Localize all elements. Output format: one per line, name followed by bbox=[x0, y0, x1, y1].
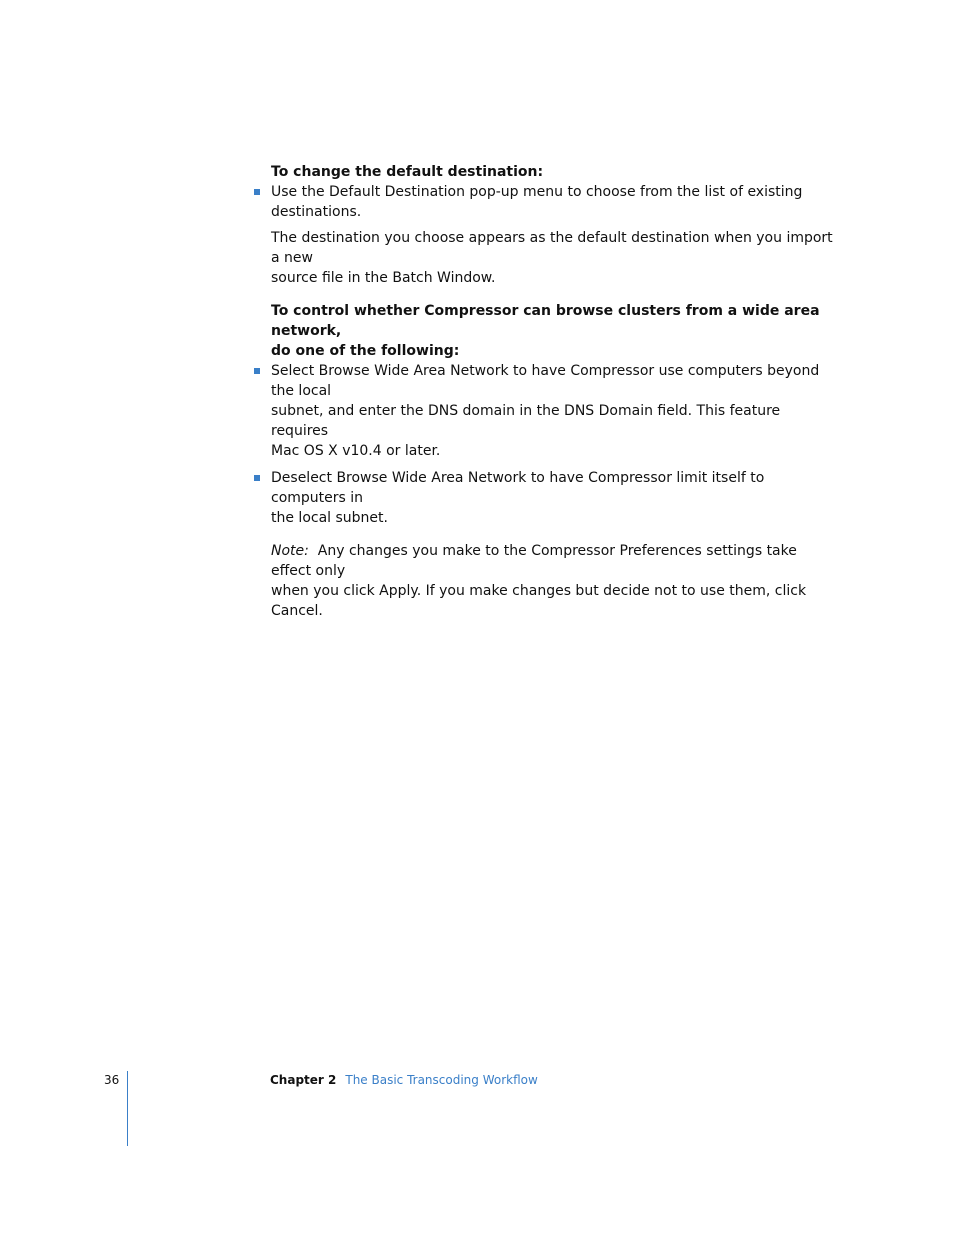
bullet-square-icon bbox=[254, 189, 260, 195]
paragraph bbox=[271, 228, 836, 288]
footer-divider bbox=[127, 1071, 128, 1146]
bullet-text-line: subnet, and enter the DNS domain in the DNS Domain field. This feature requires bbox=[271, 403, 781, 439]
bullet-text: Use the Default Destination pop-up menu to choose from the list of existing destinations. bbox=[271, 184, 803, 220]
heading-line: do one of the following: bbox=[271, 343, 460, 359]
bullet-text-line: the local subnet. bbox=[271, 510, 388, 526]
heading-line: To control whether Compressor can browse clusters from a wide area network, bbox=[271, 303, 820, 339]
footer-chapter bbox=[270, 1072, 538, 1088]
chapter-label: Chapter 2 bbox=[270, 1073, 337, 1087]
list-item bbox=[271, 361, 836, 461]
list-item bbox=[271, 468, 836, 528]
paragraph-line: The destination you choose appears as the default destination when you import a new bbox=[271, 230, 833, 266]
note-line: when you click Apply. If you make changes but decide not to use them, click Cancel. bbox=[271, 583, 807, 619]
bullet-square-icon bbox=[254, 475, 260, 481]
note-paragraph bbox=[271, 541, 836, 621]
note-label: Note: bbox=[271, 543, 309, 559]
paragraph-line: source file in the Batch Window. bbox=[271, 270, 496, 286]
list-item bbox=[271, 182, 836, 222]
page-content bbox=[271, 162, 836, 621]
bullet-square-icon bbox=[254, 368, 260, 374]
bullet-text-line: Select Browse Wide Area Network to have Compressor use computers beyond the local bbox=[271, 363, 820, 399]
page-number: 36 bbox=[104, 1073, 120, 1087]
bullet-text-line: Mac OS X v10.4 or later. bbox=[271, 443, 441, 459]
bullet-text-line: Deselect Browse Wide Area Network to have Compressor limit itself to computers in bbox=[271, 470, 765, 506]
note-line: Any changes you make to the Compressor Preferences settings take effect only bbox=[271, 543, 797, 579]
section-heading-default-destination: To change the default destination: bbox=[271, 164, 544, 180]
chapter-title-link[interactable]: The Basic Transcoding Workflow bbox=[345, 1073, 538, 1087]
section-heading-wide-area-network bbox=[271, 301, 836, 361]
